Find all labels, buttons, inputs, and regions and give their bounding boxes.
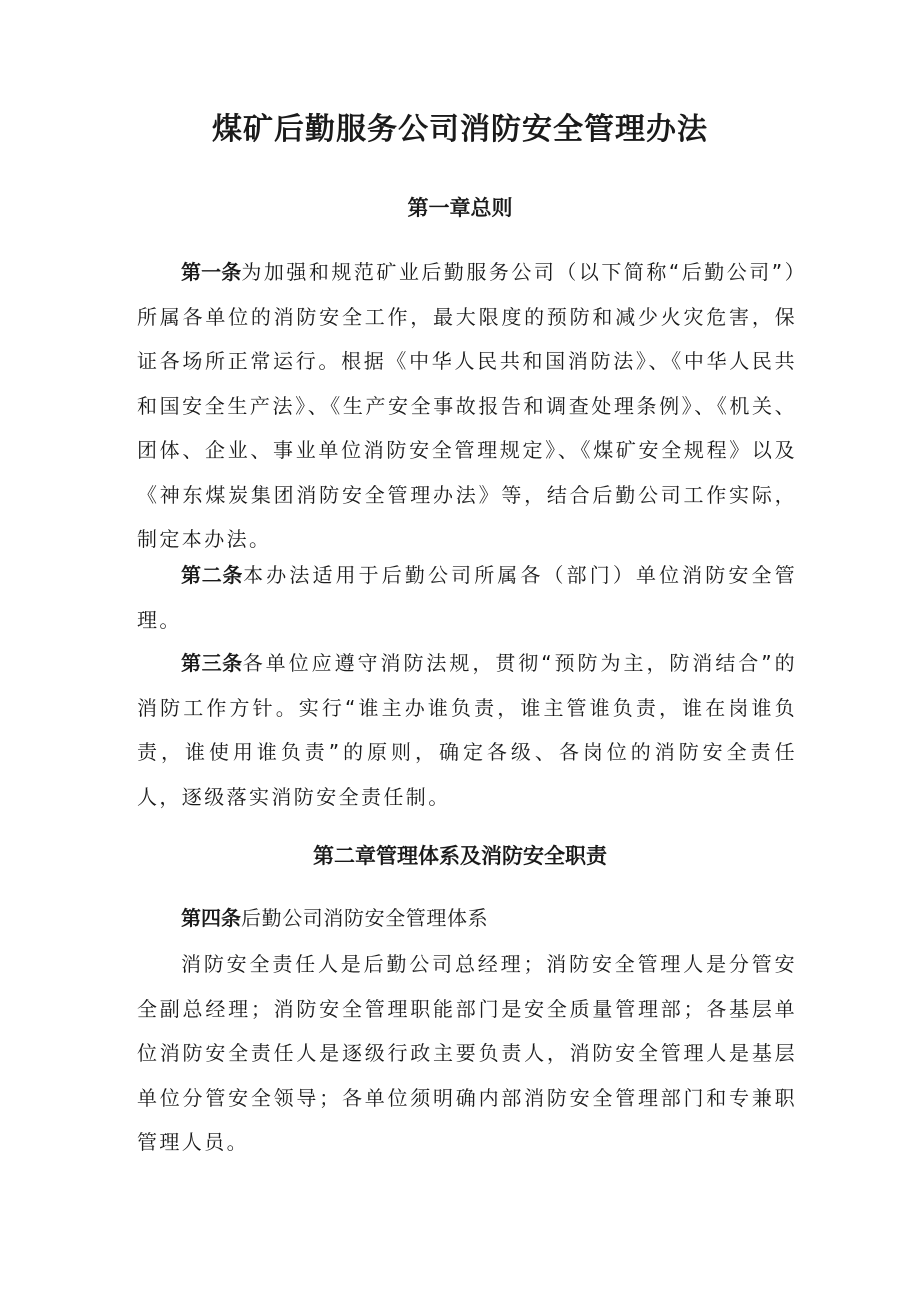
article-text: 后勤公司消防安全管理体系 bbox=[241, 906, 489, 930]
article-1 bbox=[137, 250, 797, 562]
article-3 bbox=[137, 641, 797, 819]
article-label: 第四条 bbox=[181, 906, 241, 930]
article-label: 第一条 bbox=[181, 260, 242, 284]
article-2 bbox=[137, 553, 797, 642]
article-label: 第二条 bbox=[181, 563, 244, 587]
article-text: 消防安全责任人是后勤公司总经理；消防安全管理人是分管安全副总经理；消防安全管理职能部门是安全质量管理部；各基层单位消防安全责任人是逐级行政主要负责人，消防安全管理人是基层单位分管安全领导；各单位须明确内部消防安全管理部门和专兼职管理人员。 bbox=[137, 952, 797, 1154]
article-text: 各单位应遵守消防法规，贯彻“预防为主，防消结合”的消防工作方针。实行“谁主办谁负责，谁主管谁负责，谁在岗谁负责，谁使用谁负责”的原则，确定各级、各岗位的消防安全责任人，逐级落实消防安全责任制。 bbox=[137, 651, 797, 809]
article-text: 本办法适用于后勤公司所属各（部门）单位消防安全管理。 bbox=[137, 563, 797, 632]
article-4-body bbox=[137, 942, 797, 1165]
article-text: 为加强和规范矿业后勤服务公司（以下简称“后勤公司”）所属各单位的消防安全工作，最大限度的预防和减少火灾危害，保证各场所正常运行。根据《中华人民共和国消防法》、《中华人民共和国安全生产法》、《生产安全事故报告和调查处理条例》、《机关、团体、企业、事业单位消防安全管理规定》、《煤矿安全规程》以及《神东煤炭集团消防安全管理办法》等，结合后勤公司工作实际，制定本办法。 bbox=[137, 260, 798, 551]
chapter-heading-1: 第一章总则 bbox=[407, 196, 513, 220]
article-label: 第三条 bbox=[181, 651, 243, 675]
chapter-heading-2: 第二章管理体系及消防安全职责 bbox=[313, 844, 607, 868]
article-4 bbox=[137, 896, 797, 941]
document-title: 煤矿后勤服务公司消防安全管理办法 bbox=[212, 112, 708, 147]
